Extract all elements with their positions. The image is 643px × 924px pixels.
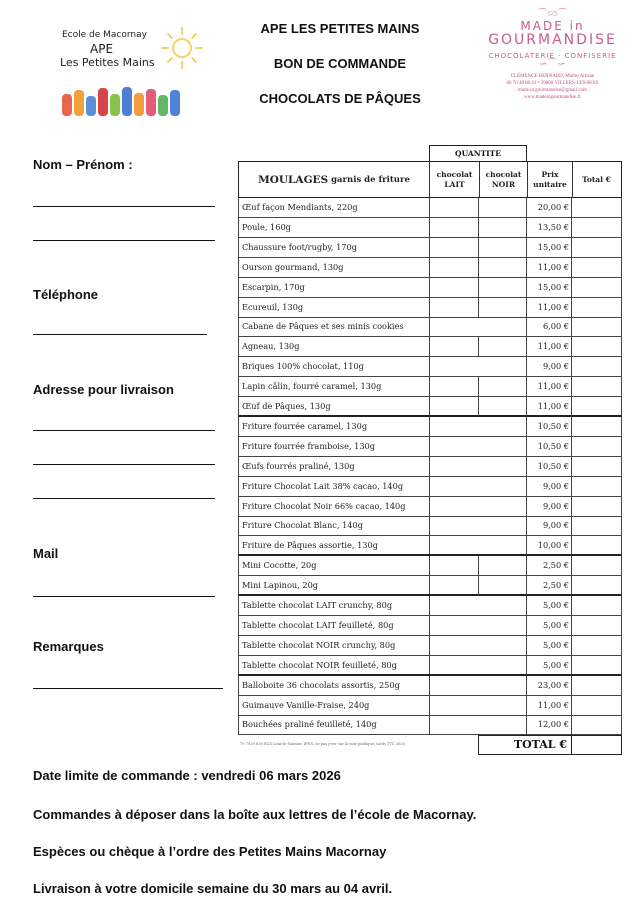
- table-row: [238, 317, 622, 337]
- unit-price: 11,00 €: [527, 298, 572, 318]
- legal-footnote: 79 7939 830 RCS Lons-le-Saunier. IPNS, ne pas jeter sur la voie publique, tarifs TTC 2026: [240, 742, 405, 746]
- table-header-row: [238, 161, 622, 198]
- header-product-main: MOULAGES: [258, 173, 329, 186]
- unit-price: 9,00 €: [527, 477, 572, 497]
- qty-input[interactable]: [429, 696, 527, 716]
- unit-price: 10,00 €: [527, 536, 572, 556]
- qty-lait-input[interactable]: [429, 278, 479, 298]
- label-name: Nom – Prénom :: [33, 157, 133, 172]
- qty-lait-input[interactable]: [429, 377, 479, 397]
- unit-price: 13,50 €: [527, 218, 572, 238]
- qty-lait-input[interactable]: [429, 556, 479, 576]
- label-address: Adresse pour livraison: [33, 382, 174, 397]
- table-row: [238, 238, 622, 258]
- unit-price: 5,00 €: [527, 616, 572, 636]
- qty-lait-input[interactable]: [429, 198, 479, 218]
- unit-price: 11,00 €: [527, 258, 572, 278]
- product-name: Friture fourrée caramel, 130g: [238, 417, 430, 437]
- table-row: [238, 377, 622, 397]
- header-product: [239, 162, 430, 197]
- unit-price: 11,00 €: [527, 696, 572, 716]
- line-total-input[interactable]: [572, 377, 622, 397]
- logo-subtitle: CHOCOLATERIE · CONFISERIE: [488, 52, 617, 60]
- unit-price: 2,50 €: [527, 556, 572, 576]
- product-name: Œuf façon Mendiants, 220g: [238, 198, 430, 218]
- table-row: [238, 278, 622, 298]
- colorful-hands-illustration: [60, 84, 188, 116]
- logo-ape: APE: [90, 42, 114, 56]
- quantity-group-header: QUANTITE: [429, 145, 527, 161]
- product-name: Mini Lapinou, 20g: [238, 576, 430, 596]
- qty-input[interactable]: [429, 656, 527, 676]
- note-dropoff: Commandes à déposer dans la boîte aux lettres de l’école de Macornay.: [33, 807, 477, 822]
- grand-total-field[interactable]: [572, 735, 622, 755]
- line-total-input[interactable]: [572, 536, 622, 556]
- product-name: Cabane de Pâques et ses minis cookies: [238, 317, 430, 337]
- table-row: [238, 676, 622, 696]
- ornament-icon: ⌒∽⌒: [537, 9, 568, 20]
- table-row: [238, 696, 622, 716]
- table-row: [238, 616, 622, 636]
- table-row: [238, 218, 622, 238]
- product-name: Friture de Pâques assortie, 130g: [238, 536, 430, 556]
- line-total-input[interactable]: [572, 477, 622, 497]
- header-unit-price: Prix unitaire: [528, 162, 573, 197]
- product-name: Bouchées praliné feuilleté, 140g: [238, 715, 430, 735]
- qty-input[interactable]: [429, 676, 527, 696]
- document-title-block: [225, 22, 455, 127]
- product-name: Friture fourrée framboise, 130g: [238, 437, 430, 457]
- product-name: Friture Chocolat Noir 66% cacao, 140g: [238, 497, 430, 517]
- product-name: Poule, 160g: [238, 218, 430, 238]
- unit-price: 9,00 €: [527, 357, 572, 377]
- line-total-input[interactable]: [572, 656, 622, 676]
- table-row: [238, 457, 622, 477]
- supplier-email: made.in.gourmandise@gmail.com: [518, 88, 587, 93]
- remarks-input-line[interactable]: [33, 688, 223, 689]
- product-name: Friture Chocolat Blanc, 140g: [238, 516, 430, 536]
- logo-made-in: MADE in: [520, 19, 585, 33]
- supplier-contact-name: CLÉMENCE BERNARD, Maître Artisan: [510, 74, 595, 79]
- table-row: [238, 477, 622, 497]
- unit-price: 10,50 €: [527, 437, 572, 457]
- table-row: [238, 497, 622, 517]
- line-total-input[interactable]: [572, 298, 622, 318]
- logo-school-name: Ecole de Macornay: [62, 30, 147, 40]
- qty-noir-input[interactable]: [479, 576, 527, 596]
- qty-input[interactable]: [429, 516, 527, 536]
- table-row: [238, 357, 622, 377]
- unit-price: 2,50 €: [527, 576, 572, 596]
- qty-input[interactable]: [429, 417, 527, 437]
- unit-price: 5,00 €: [527, 656, 572, 676]
- table-row: [238, 417, 622, 437]
- line-total-input[interactable]: [572, 278, 622, 298]
- logo-association-name: Les Petites Mains: [60, 56, 155, 69]
- product-name: Tablette chocolat NOIR crunchy, 80g: [238, 636, 430, 656]
- unit-price: 11,00 €: [527, 397, 572, 417]
- line-total-input[interactable]: [572, 616, 622, 636]
- line-total-input[interactable]: [572, 317, 622, 337]
- school-logo: [48, 22, 198, 122]
- product-name: Tablette chocolat LAIT crunchy, 80g: [238, 596, 430, 616]
- table-row: [238, 715, 622, 735]
- product-name: Balloboite 36 chocolats assortis, 250g: [238, 676, 430, 696]
- qty-noir-input[interactable]: [479, 377, 527, 397]
- header-lait: chocolat LAIT: [430, 162, 480, 197]
- qty-lait-input[interactable]: [429, 397, 479, 417]
- address-input-line-1[interactable]: [33, 430, 215, 431]
- line-total-input[interactable]: [572, 337, 622, 357]
- product-name: Œufs fourrés praliné, 130g: [238, 457, 430, 477]
- header-total: Total €: [582, 175, 611, 184]
- qty-lait-input[interactable]: [429, 238, 479, 258]
- label-phone: Téléphone: [33, 287, 99, 302]
- qty-lait-input[interactable]: [429, 258, 479, 278]
- unit-price: 9,00 €: [527, 516, 572, 536]
- unit-price: 15,00 €: [527, 278, 572, 298]
- qty-lait-input[interactable]: [429, 298, 479, 318]
- qty-input[interactable]: [429, 357, 527, 377]
- table-row: [238, 516, 622, 536]
- name-input-line-2[interactable]: [33, 240, 215, 241]
- qty-noir-input[interactable]: [479, 238, 527, 258]
- line-total-input[interactable]: [572, 357, 622, 377]
- unit-price: 15,00 €: [527, 238, 572, 258]
- qty-input[interactable]: [429, 596, 527, 616]
- table-row: [238, 397, 622, 417]
- header-noir: chocolat NOIR: [480, 162, 528, 197]
- table-row: [238, 576, 622, 596]
- unit-price: 9,00 €: [527, 497, 572, 517]
- line-total-input[interactable]: [572, 636, 622, 656]
- qty-noir-input[interactable]: [479, 298, 527, 318]
- line-total-input[interactable]: [572, 596, 622, 616]
- product-name: Mini Cocotte, 20g: [238, 556, 430, 576]
- table-row: [238, 636, 622, 656]
- unit-price: 11,00 €: [527, 337, 572, 357]
- unit-price: 11,00 €: [527, 377, 572, 397]
- unit-price: 10,50 €: [527, 417, 572, 437]
- unit-price: 5,00 €: [527, 636, 572, 656]
- product-name: Guimauve Vanille-Fraise, 240g: [238, 696, 430, 716]
- product-name: Chaussure foot/rugby, 170g: [238, 238, 430, 258]
- unit-price: 12,00 €: [527, 715, 572, 735]
- qty-input[interactable]: [429, 477, 527, 497]
- qty-noir-input[interactable]: [479, 278, 527, 298]
- title-easter-chocolates: CHOCOLATS DE PÂQUES: [259, 91, 421, 106]
- line-total-input[interactable]: [572, 676, 622, 696]
- address-input-line-2[interactable]: [33, 464, 215, 465]
- qty-input[interactable]: [429, 536, 527, 556]
- line-total-input[interactable]: [572, 258, 622, 278]
- note-payment: Espèces ou chèque à l’ordre des Petites Mains Macornay: [33, 844, 387, 859]
- line-total-input[interactable]: [572, 218, 622, 238]
- table-row: [238, 556, 622, 576]
- unit-price: 23,00 €: [527, 676, 572, 696]
- product-name: Ecureuil, 130g: [238, 298, 430, 318]
- qty-noir-input[interactable]: [479, 337, 527, 357]
- qty-input[interactable]: [429, 457, 527, 477]
- unit-price: 10,50 €: [527, 457, 572, 477]
- product-name: Tablette chocolat LAIT feuilleté, 80g: [238, 616, 430, 636]
- label-mail: Mail: [33, 546, 59, 561]
- product-name: Œuf de Pâques, 130g: [238, 397, 430, 417]
- table-row: [238, 656, 622, 676]
- note-deadline: Date limite de commande : vendredi 06 mars 2026: [33, 768, 341, 783]
- line-total-input[interactable]: [572, 556, 622, 576]
- grand-total-label: TOTAL €: [478, 735, 572, 755]
- line-total-input[interactable]: [572, 457, 622, 477]
- line-total-input[interactable]: [572, 696, 622, 716]
- unit-price: 20,00 €: [527, 198, 572, 218]
- mail-input-line[interactable]: [33, 596, 215, 597]
- product-name: Ourson gourmand, 130g: [238, 258, 430, 278]
- qty-noir-input[interactable]: [479, 258, 527, 278]
- qty-noir-input[interactable]: [479, 556, 527, 576]
- supplier-website: www.madeingourmandise.fr: [524, 95, 581, 100]
- qty-lait-input[interactable]: [429, 218, 479, 238]
- unit-price: 5,00 €: [527, 596, 572, 616]
- line-total-input[interactable]: [572, 576, 622, 596]
- product-name: Tablette chocolat NOIR feuilleté, 80g: [238, 656, 430, 676]
- table-row: [238, 596, 622, 616]
- table-row: [238, 198, 622, 218]
- line-total-input[interactable]: [572, 437, 622, 457]
- note-delivery: Livraison à votre domicile semaine du 30 mars au 04 avril.: [33, 881, 393, 896]
- product-name: Briques 100% chocolat, 110g: [238, 357, 430, 377]
- qty-noir-input[interactable]: [479, 198, 527, 218]
- product-name: Lapin câlin, fourré caramel, 130g: [238, 377, 430, 397]
- qty-input[interactable]: [429, 636, 527, 656]
- title-order-form: BON DE COMMANDE: [273, 56, 407, 71]
- supplier-logo: [470, 10, 635, 122]
- line-total-input[interactable]: [572, 715, 622, 735]
- table-row: [238, 298, 622, 318]
- line-total-input[interactable]: [572, 238, 622, 258]
- line-total-input[interactable]: [572, 417, 622, 437]
- line-total-input[interactable]: [572, 516, 622, 536]
- qty-lait-input[interactable]: [429, 576, 479, 596]
- sun-icon: [160, 26, 204, 70]
- qty-input[interactable]: [429, 715, 527, 735]
- ornament-icon: ∽⌒∽: [539, 59, 566, 70]
- table-row: [238, 258, 622, 278]
- header-product-suffix: garnis de friture: [328, 174, 410, 185]
- title-association: APE LES PETITES MAINS: [260, 21, 420, 36]
- phone-input-line[interactable]: [33, 334, 207, 335]
- qty-noir-input[interactable]: [479, 397, 527, 417]
- logo-brand: GOURMANDISE: [488, 32, 617, 48]
- table-row: [238, 437, 622, 457]
- product-name: Escarpin, 170g: [238, 278, 430, 298]
- line-total-input[interactable]: [572, 497, 622, 517]
- qty-input[interactable]: [429, 616, 527, 636]
- qty-lait-input[interactable]: [429, 337, 479, 357]
- table-row: [238, 536, 622, 556]
- line-total-input[interactable]: [572, 198, 622, 218]
- product-name: Friture Chocolat Lait 38% cacao, 140g: [238, 477, 430, 497]
- product-name: Agneau, 130g: [238, 337, 430, 357]
- qty-input[interactable]: [429, 497, 527, 517]
- table-row: [238, 337, 622, 357]
- qty-noir-input[interactable]: [479, 218, 527, 238]
- unit-price: 6,00 €: [527, 317, 572, 337]
- qty-input[interactable]: [429, 437, 527, 457]
- label-remarks: Remarques: [33, 639, 104, 654]
- qty-input[interactable]: [429, 317, 527, 337]
- supplier-contact-phone: 06 70 40 86 61 • 39800 VILLERS-LES-BOIS: [506, 81, 599, 86]
- address-input-line-3[interactable]: [33, 498, 215, 499]
- line-total-input[interactable]: [572, 397, 622, 417]
- name-input-line-1[interactable]: [33, 206, 215, 207]
